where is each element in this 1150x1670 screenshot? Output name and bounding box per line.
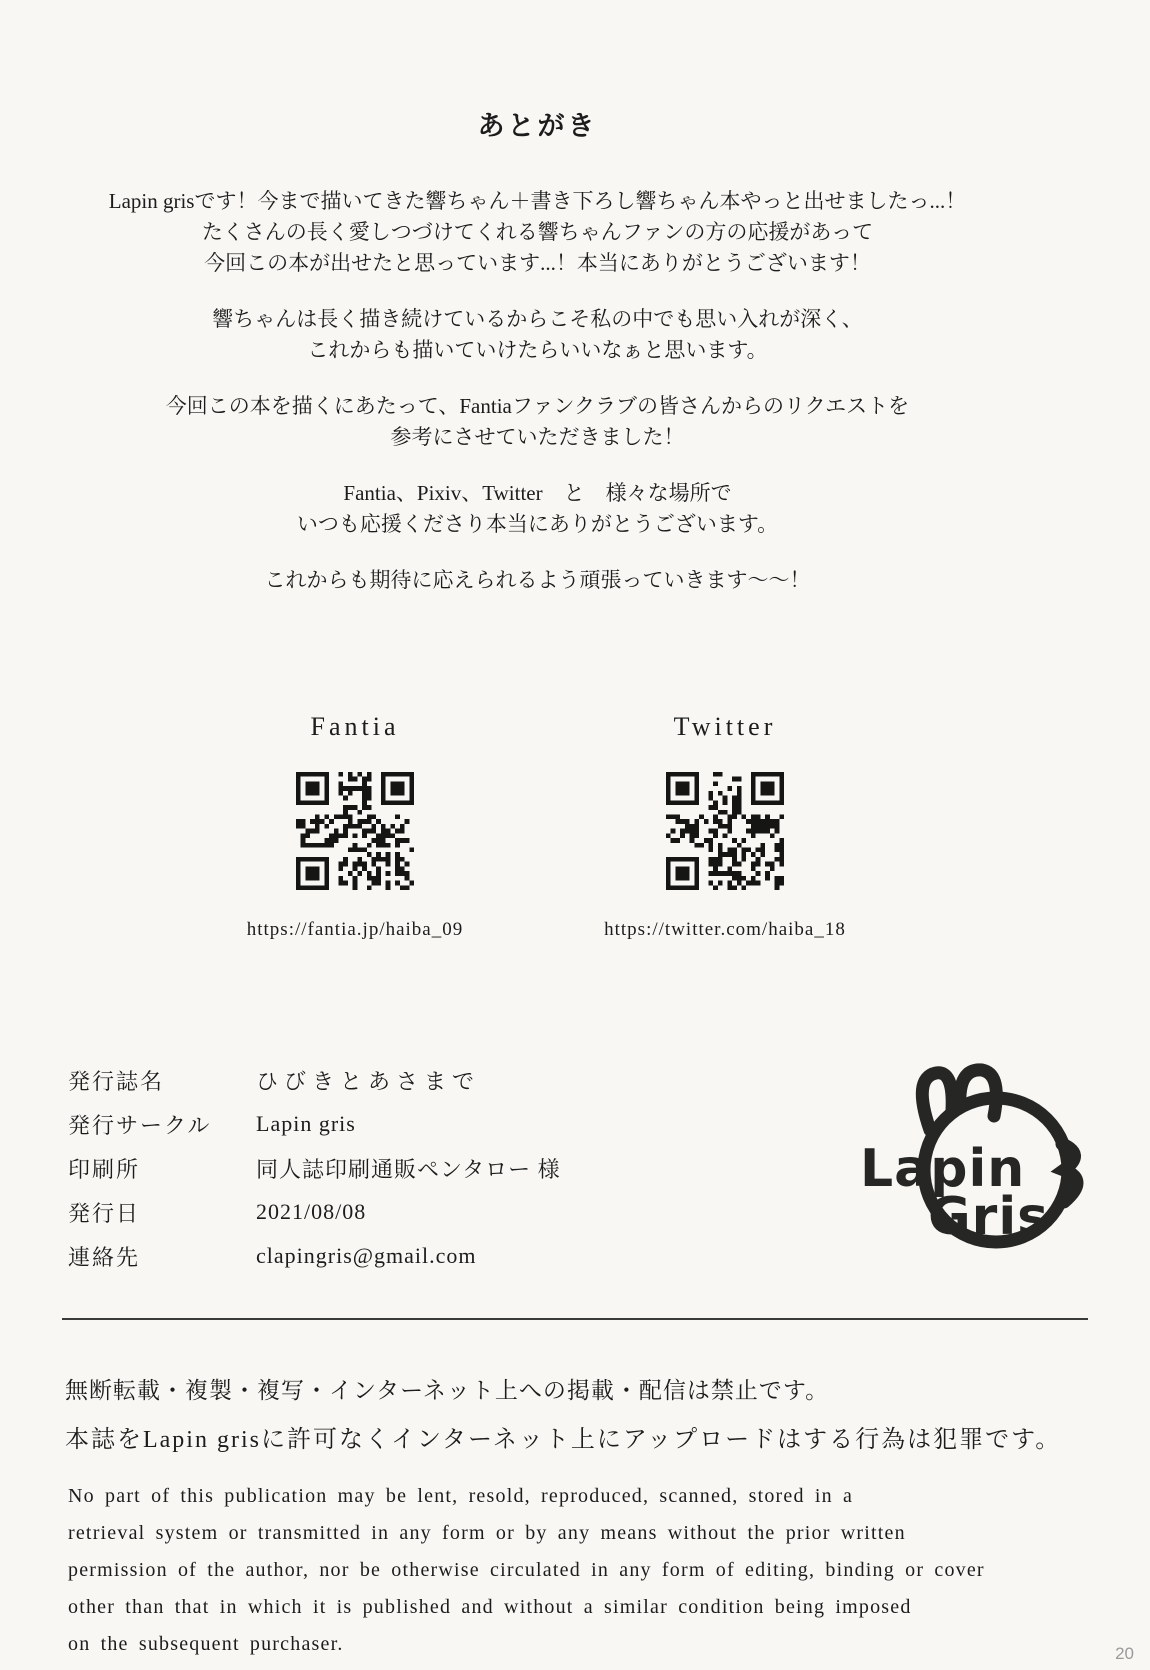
- colophon-label: 連絡先: [68, 1244, 141, 1270]
- colophon: [68, 1058, 561, 1278]
- twitter-heading: Twitter: [673, 712, 777, 741]
- twitter-qr-column: [600, 712, 850, 941]
- colophon-value: 同人誌印刷通販ペンタロー 様: [256, 1156, 561, 1182]
- logo-text-bottom: Gris: [928, 1187, 1050, 1247]
- colophon-label: 発行日: [68, 1200, 141, 1226]
- afterword-line: いつも応援くださり本当にありがとうございます。: [296, 512, 779, 536]
- afterword-line: 響ちゃんは長く描き続けているからこそ私の中でも思い入れが深く、: [212, 307, 863, 331]
- colophon-value: 2021/08/08: [256, 1199, 367, 1224]
- colophon-value: ひびきとあさまで: [256, 1068, 481, 1094]
- afterword-line: 今回この本が出せたと思っています...！本当にありがとうございます！: [204, 251, 871, 275]
- en-copyright-line: retrieval system or transmitted in any form or by any means without the prior written: [68, 1522, 906, 1544]
- twitter-qr-code: [666, 772, 784, 890]
- afterword-line: 参考にさせていただきました！: [390, 425, 685, 449]
- en-copyright-line: permission of the author, nor be otherwise circulated in any form of editing, binding or cover: [68, 1559, 985, 1581]
- afterword-line: 今回この本を描くにあたって、Fantiaファンクラブの皆さんからのリクエストを: [165, 394, 910, 418]
- afterword-line: たくさんの長く愛しつづけてくれる響ちゃんファンの方の応援があって: [201, 220, 874, 244]
- afterword-paragraph: [0, 304, 1075, 366]
- afterword-line: Fantia、Pixiv、Twitter と 様々な場所で: [343, 481, 732, 505]
- afterword-paragraph: [0, 478, 1075, 540]
- afterword-line: Lapin grisです！今まで描いてきた響ちゃん＋書き下ろし響ちゃん本やっと出せましたっ...！: [108, 189, 967, 213]
- afterword-line: これからも描いていけたらいいなぁと思います。: [307, 338, 768, 362]
- logo-text-top: Lapin: [860, 1139, 1026, 1199]
- jp-copyright-line-2: 本誌をLapin grisに許可なくインターネット上にアップロードはする行為は犯罪です。: [65, 1427, 1062, 1453]
- rabbit-ear-right: [960, 1070, 996, 1116]
- colophon-label: 印刷所: [68, 1156, 141, 1182]
- page-number: 20: [1115, 1644, 1134, 1663]
- fantia-url: https://fantia.jp/haiba_09: [246, 919, 464, 940]
- en-copyright-line: other than that in which it is published and without a similar condition being imposed: [68, 1596, 912, 1618]
- lapin-gris-logo: [848, 1048, 1088, 1268]
- colophon-row: [68, 1234, 561, 1278]
- afterword-body: [0, 186, 1075, 621]
- colophon-row: [68, 1058, 561, 1102]
- colophon-value: clapingris@gmail.com: [256, 1243, 477, 1268]
- afterword-line: これからも期待に応えられるよう頑張っていきます〜〜！: [264, 568, 811, 592]
- fantia-qr-column: [230, 712, 480, 941]
- colophon-label: 発行誌名: [68, 1068, 165, 1094]
- afterword-paragraph: [0, 391, 1075, 453]
- colophon-label: 発行サークル: [68, 1112, 212, 1138]
- afterword-paragraph: [0, 186, 1075, 279]
- divider-rule: [62, 1318, 1088, 1320]
- en-copyright-paragraph: [68, 1478, 1078, 1663]
- colophon-row: [68, 1146, 561, 1190]
- en-copyright-line: on the subsequent purchaser.: [68, 1633, 344, 1655]
- colophon-row: [68, 1102, 561, 1146]
- en-copyright-line: No part of this publication may be lent, resold, reproduced, scanned, stored in a: [68, 1485, 854, 1507]
- colophon-value: Lapin gris: [256, 1111, 356, 1136]
- fantia-qr-code: [296, 772, 414, 890]
- colophon-row: [68, 1190, 561, 1234]
- twitter-url: https://twitter.com/haiba_18: [604, 919, 846, 940]
- jp-copyright-line-1: 無断転載・複製・複写・インターネット上への掲載・配信は禁止です。: [65, 1378, 830, 1403]
- fantia-heading: Fantia: [310, 712, 400, 741]
- afterword-paragraph: [0, 565, 1075, 596]
- page-title: あとがき: [477, 111, 598, 141]
